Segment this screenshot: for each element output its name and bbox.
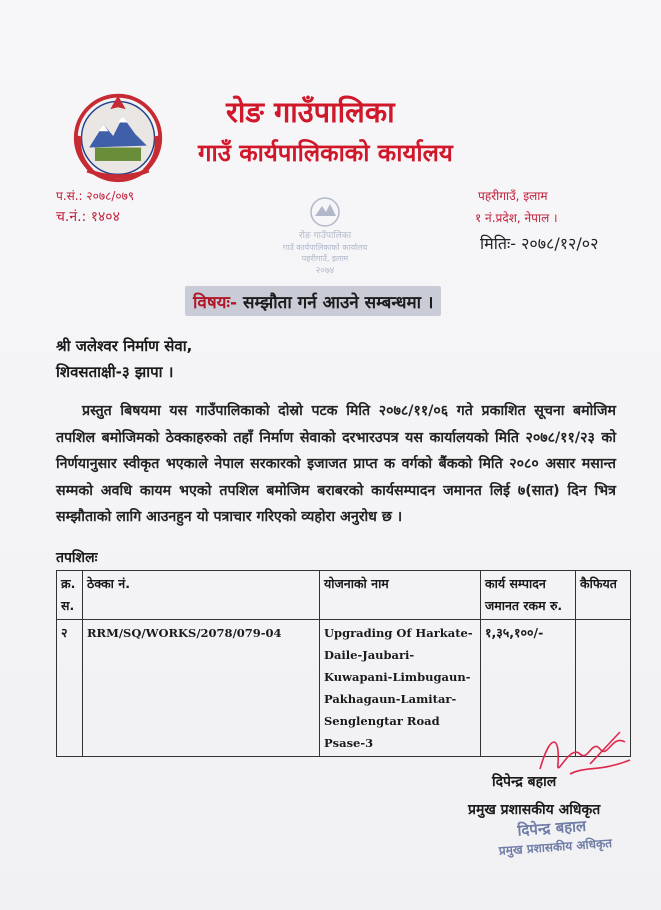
seal-title: प्रमुख प्रशासकीय अधिकृत bbox=[498, 836, 613, 858]
nepal-emblem-icon bbox=[70, 88, 166, 184]
header-contract-no: ठेक्का नं. bbox=[83, 571, 320, 620]
office-place: पहरीगाउँ, इलाम bbox=[478, 189, 548, 203]
stamp-line3: पहरीगाउँ, इलाम bbox=[301, 254, 349, 263]
office-subtitle: गाउँ कार्यपालिकाको कार्यालय bbox=[198, 139, 453, 167]
header-amount: कार्य सम्पादन जमानत रकम रु. bbox=[481, 571, 576, 620]
letter-date: मितिः- २०७८/१२/०२ bbox=[480, 234, 599, 253]
cell-project: Upgrading Of Harkate-Daile-Jaubari-Kuwapani-Limbugaun-Pakhagaun-Lamitar-Senglengtar Road Psase-3 bbox=[320, 620, 481, 757]
addressee-name: श्री जलेश्वर निर्माण सेवा, bbox=[56, 337, 193, 355]
subject-text: सम्झौता गर्न आउने सम्बन्धमा । bbox=[242, 292, 434, 313]
office-province: १ नं.प्रदेश, नेपाल । bbox=[475, 211, 558, 225]
details-label: तपशिलः bbox=[56, 550, 98, 566]
cell-sn: २ bbox=[57, 620, 83, 757]
subject-line bbox=[185, 286, 441, 316]
dispatch-number: च.नं.: १४०४ bbox=[56, 209, 120, 225]
cell-amount: १,३५,१००/- bbox=[481, 620, 576, 757]
signatory-name: दिपेन्द्र बहाल bbox=[492, 774, 557, 790]
subject-label: विषयः- bbox=[193, 292, 238, 313]
letter-body-text: प्रस्तुत बिषयमा यस गाउँपालिकाको दोस्रो पटक मिति २०७८/११/०६ गते प्रकाशित सूचना बमोजिम तपशिल बमोजिमको ठेक्काहरुको तहाँ निर्माण सेवाको दरभारउपत्र यस कार्यालयको मिति २०७८/११/२३ को निर्णयानुसार स्वीकृत भएकाले नेपाल सरकारको इजाजत प्राप्त क वर्गको बैंकको मिति २०८० असार मसान्त सम्मको अवधि कायम भएको तपशिल बमोजिम बराबरको कार्यसम्पादन जमानत लिई ७(सात) दिन भित्र सम्झौताको लागि आउनहुन यो पत्राचार गरिएको व्यहोरा अनुरोध छ । bbox=[56, 403, 616, 525]
seal-name: दिपेन्द्र बहाल bbox=[516, 816, 587, 840]
table-header-row bbox=[57, 571, 631, 620]
letter-body bbox=[56, 398, 616, 531]
signatory-title: प्रमुख प्रशासकीय अधिकृत bbox=[468, 802, 601, 818]
signatory-seal bbox=[497, 814, 613, 859]
office-title: रोङ गाउँपालिका bbox=[226, 95, 395, 129]
stamp-line2: गाउँ कार्यपालिकाको कार्यालय bbox=[282, 243, 368, 252]
header-sn: क्र. स. bbox=[57, 571, 83, 620]
stamp-line1: रोङ गाउँपालिका bbox=[298, 231, 352, 241]
cell-contract-no: RRM/SQ/WORKS/2078/079-04 bbox=[83, 620, 320, 757]
addressee-address: शिवसताक्षी-३ झापा । bbox=[56, 363, 174, 381]
office-stamp-icon bbox=[270, 190, 380, 280]
header-project: योजनाको नाम bbox=[320, 571, 481, 620]
letter-reference-number: प.सं.: २०७८/०७९ bbox=[56, 189, 135, 203]
header-remarks: कैफियत bbox=[576, 571, 631, 620]
stamp-line4: २०७४ bbox=[315, 266, 335, 276]
